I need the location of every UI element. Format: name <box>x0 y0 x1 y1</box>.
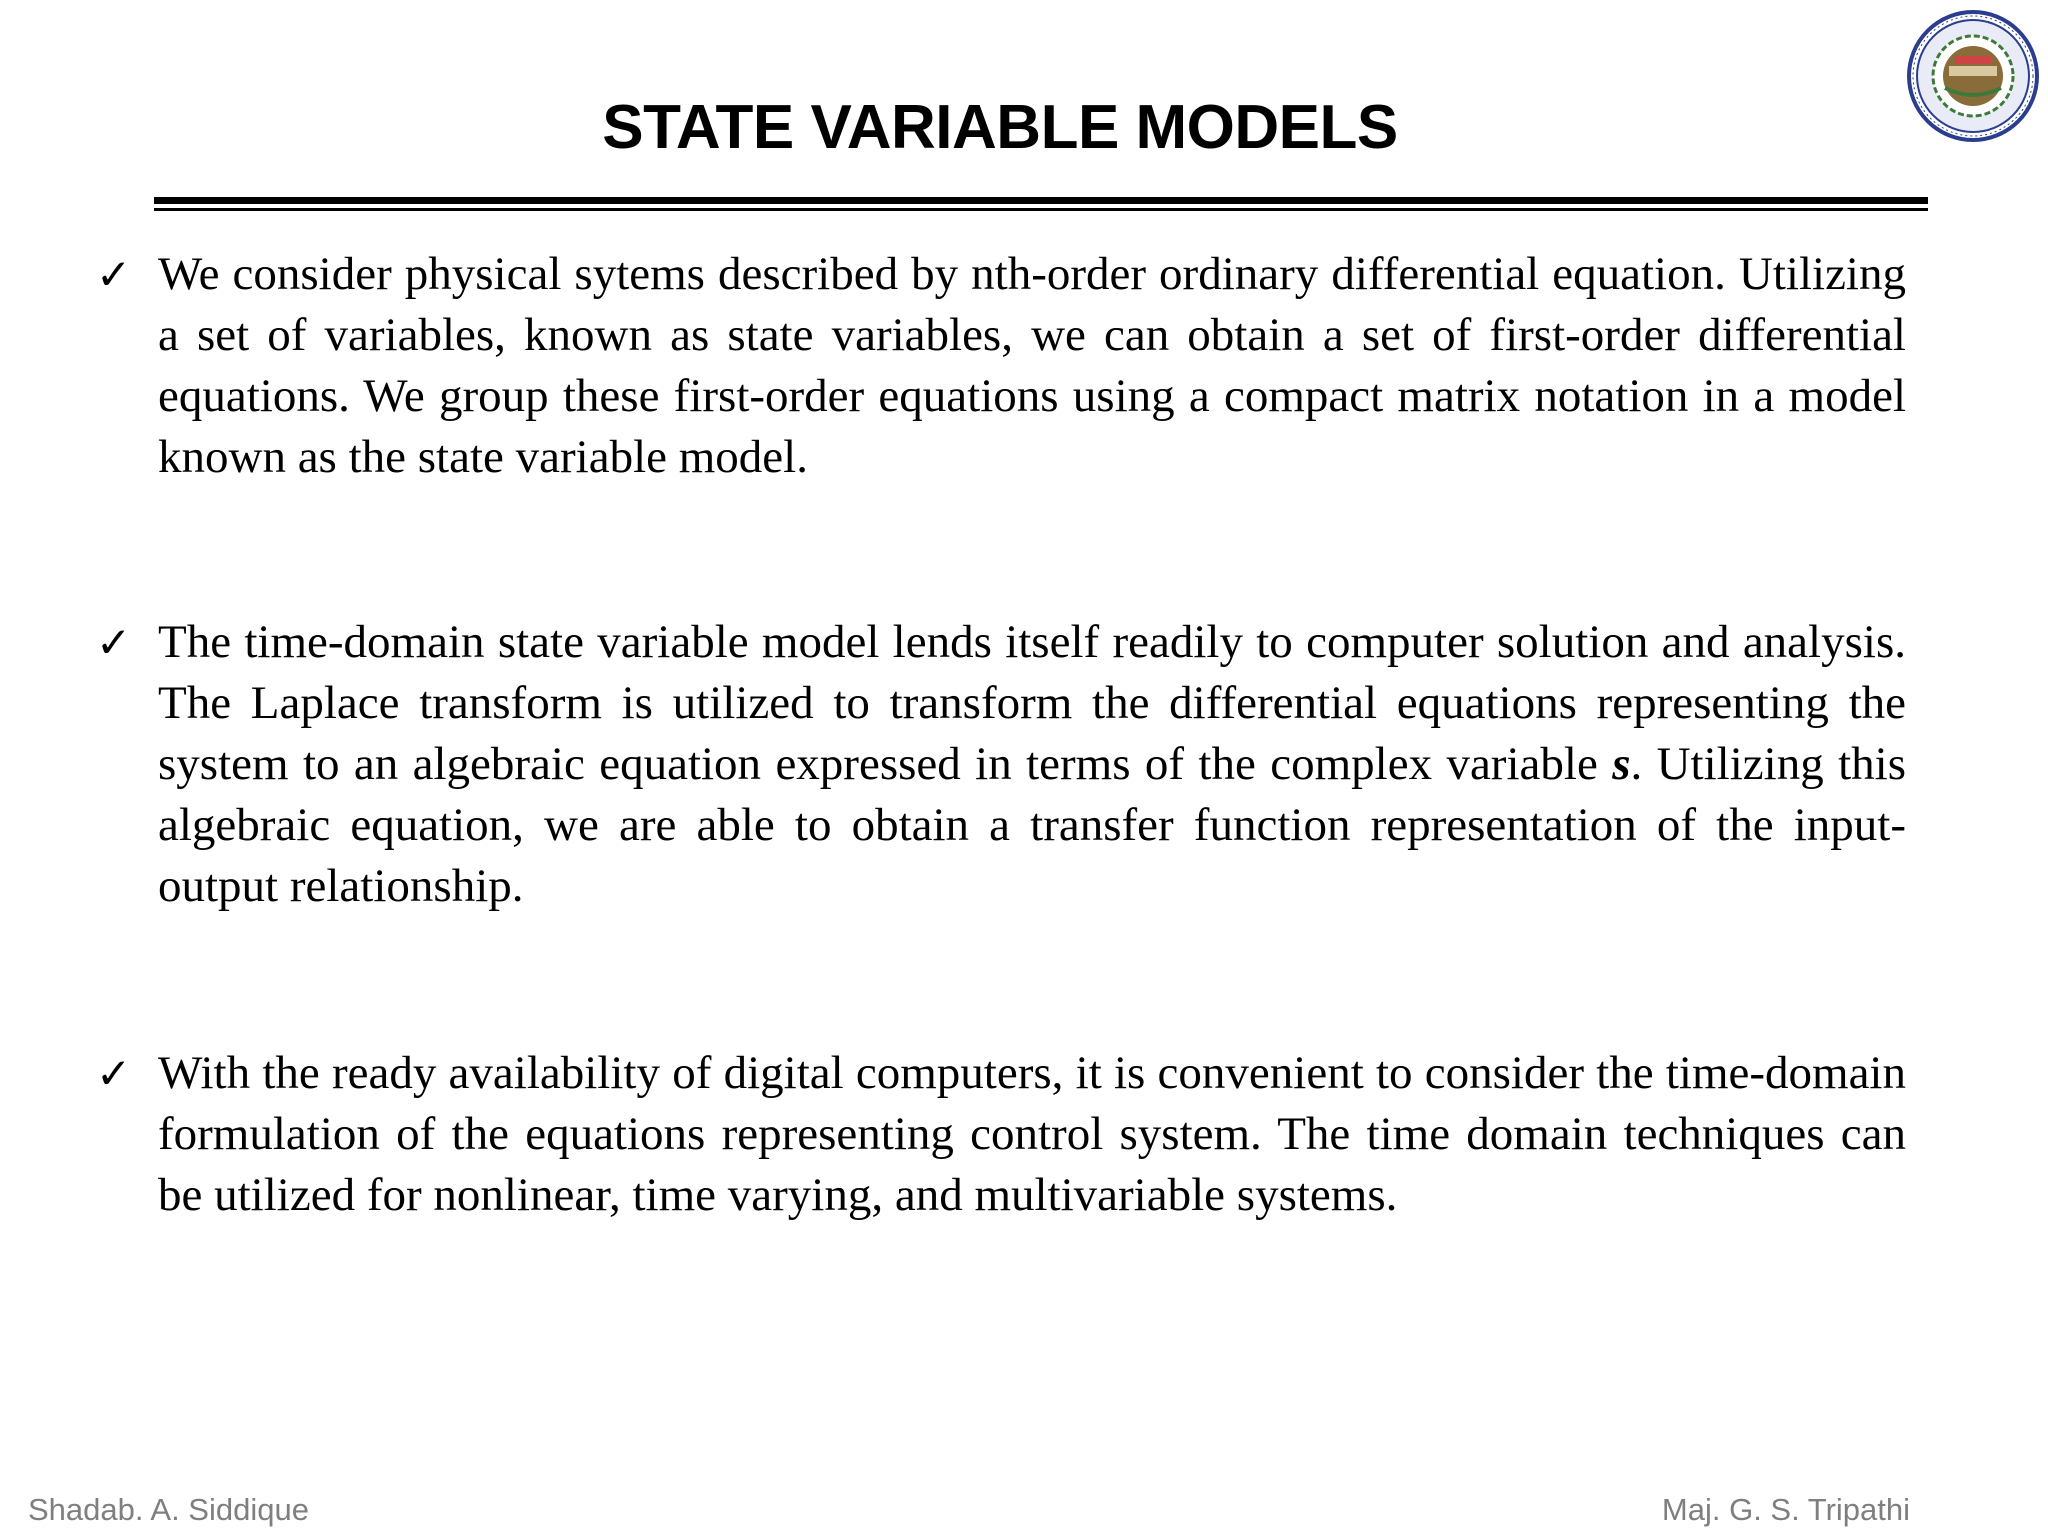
bullet-text-main: We consider physical sytems described by nth-order ordinary differential equation. Utilizing a set of variables, known as state variables, we can obtain a set of first-order differential equations. We group these first-order equations using a compact matrix notation in a model known as the state variable model. <box>158 248 1906 483</box>
checkmark-icon: ✓ <box>96 1049 132 1098</box>
bullet-text <box>158 1043 1906 1226</box>
checkmark-icon: ✓ <box>96 250 132 299</box>
bullet-text-main: The time-domain state variable model lends itself readily to computer solution and analysis. The Laplace transform is utilized to transform the differential equations representing the system to an algebraic equation expressed in terms of the complex variable <box>158 616 1906 790</box>
bullet-text-continued: . Utilizing this algebraic equation, we are able to obtain a transfer function representation of the input-output relationship. <box>158 738 1907 912</box>
footer-author-right: Maj. G. S. Tripathi <box>1661 1492 1910 1527</box>
title-divider-thick <box>154 197 1928 204</box>
title-divider-thin <box>154 208 1928 211</box>
bullet-text-emphasis: s <box>1612 738 1631 790</box>
checkmark-icon: ✓ <box>96 618 132 667</box>
footer-author-left: Shadab. A. Siddique <box>28 1492 309 1527</box>
slide-title: STATE VARIABLE MODELS <box>602 93 1398 162</box>
bullet-text <box>158 244 1906 488</box>
bullet-text <box>158 612 1906 917</box>
bullet-text-main: With the ready availability of digital computers, it is convenient to consider the time-domain formulation of the equations representing control system. The time domain techniques can be utilized for nonlinear, time varying, and multivariable systems. <box>158 1047 1906 1221</box>
